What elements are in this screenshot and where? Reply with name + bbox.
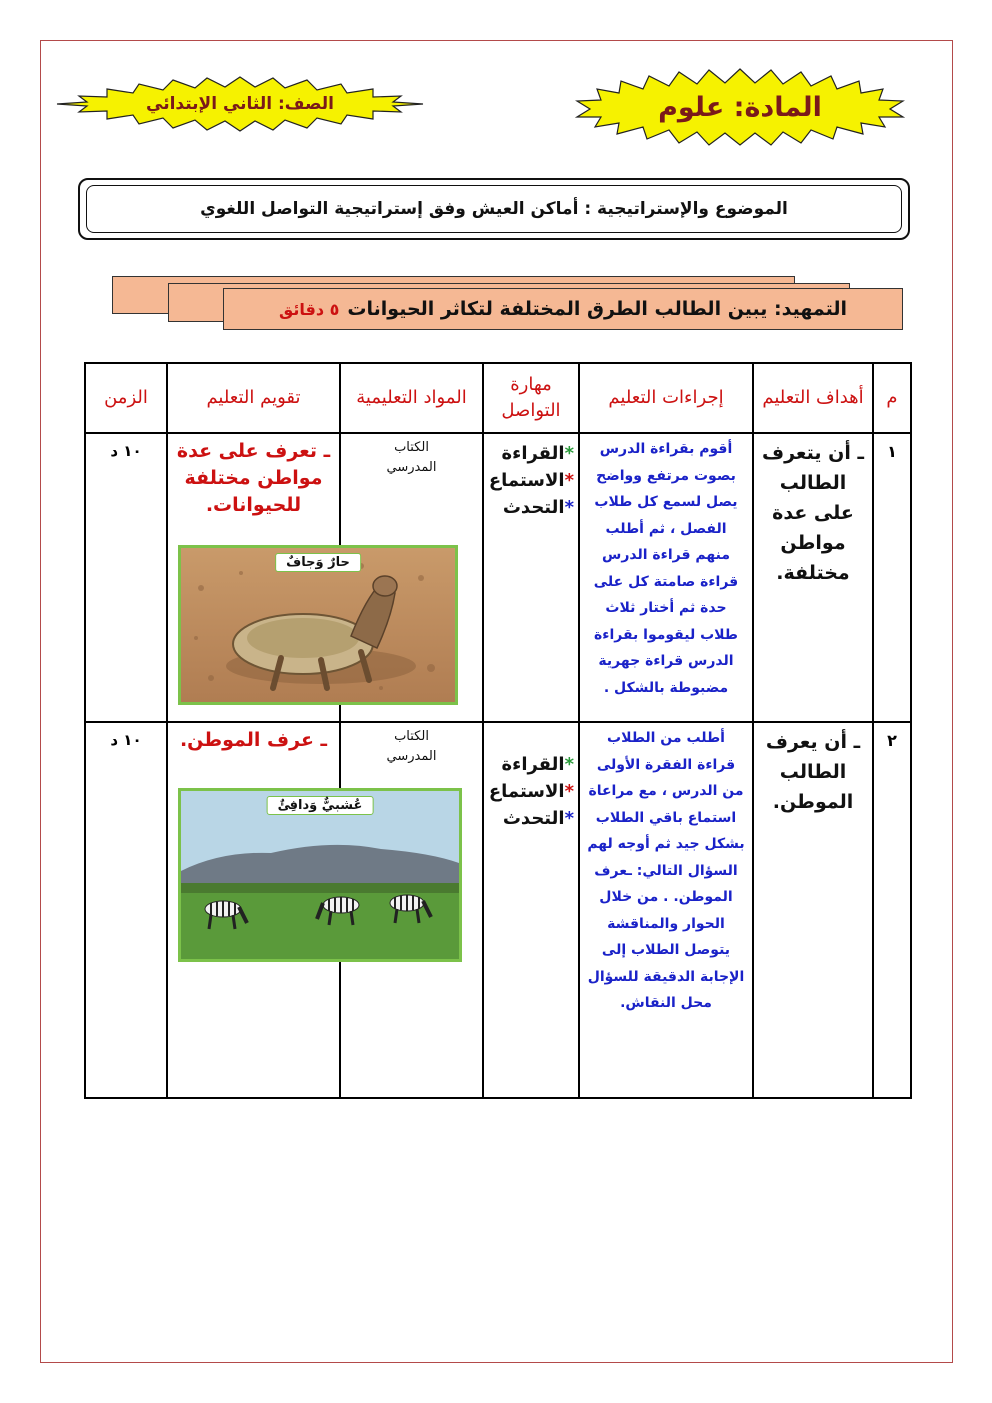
intro-banner <box>223 288 903 330</box>
grassland-image-label: عُشبيٌّ وَدافِئٌ <box>267 796 374 815</box>
row-goal: ـ أن يتعرف الطالب على عدة مواطن مختلفة. <box>753 433 873 722</box>
header-materials: المواد التعليمية <box>340 363 483 433</box>
row-goal: ـ أن يعرف الطالب الموطن. <box>753 722 873 1098</box>
desert-habitat-image <box>178 545 458 705</box>
skill-item: *الاستماع <box>488 781 574 802</box>
row-material: الكتاب المدرسي <box>340 433 483 722</box>
skill-item: *الاستماع <box>488 470 574 491</box>
header-procedures: إجراءات التعليم <box>579 363 753 433</box>
row-procedure: أطلب من الطلاب قراءة الفقرة الأولى من الدرس ، مع مراعاة استماع باقي الطلاب بشكل جيد ثم أوجه لهم السؤال التالي: ـعرف الموطن. . من خلال الحوار والمناقشة يتوصل الطلاب إلى الإجابة الدقيقة للسؤال محل النقاش. <box>579 722 753 1098</box>
lesson-table <box>84 362 912 1099</box>
row-skills <box>483 722 579 1098</box>
grade-label: الصف: الثاني الإبتدائي <box>146 94 334 114</box>
header-skill: مهارة التواصل <box>483 363 579 433</box>
topic-text: الموضوع والإستراتيجية : أماكن العيش وفق إستراتيجية التواصل اللغوي <box>86 185 902 233</box>
desert-image-label: حارٌ وَجافٌ <box>275 553 361 572</box>
row-evaluation: ـ عرف الموطن. <box>167 722 340 1098</box>
row-evaluation: ـ تعرف على عدة مواطن مختلفة للحيوانات. <box>167 433 340 722</box>
row-num: ٢ <box>873 722 911 1098</box>
intro-text: التمهيد: يبين الطالب الطرق المختلفة لتكاثر الحيوانات <box>347 298 848 320</box>
subject-label: المادة: علوم <box>658 91 822 123</box>
grade-badge <box>55 75 425 133</box>
skill-item: *القراءة <box>501 754 574 775</box>
header-evaluation: تقويم التعليم <box>167 363 340 433</box>
row-material: الكتاب المدرسي <box>340 722 483 1098</box>
grassland-habitat-image <box>178 788 462 962</box>
zebras-grassland-icon <box>181 791 459 959</box>
row-skills <box>483 433 579 722</box>
row-procedure: أقوم بقراءة الدرس بصوت مرتفع وواضح يصل لسمع كل طلاب الفصل ، ثم أطلب منهم قراءة الدرس قراءة صامتة كل على حدة ثم أختار ثلاث طلاب ليقوموا بقراءة الدرس قراءة جهرية مضبوطة بالشكل . <box>579 433 753 722</box>
header-num: م <box>873 363 911 433</box>
intro-time: ٥ دقائق <box>278 299 340 319</box>
skill-item: *التحدث <box>502 497 574 518</box>
table-header-row <box>85 363 911 433</box>
header-goals: أهداف التعليم <box>753 363 873 433</box>
row-num: ١ <box>873 433 911 722</box>
skill-item: *التحدث <box>502 808 574 829</box>
topic-box <box>78 178 910 240</box>
skill-item: *القراءة <box>501 443 574 464</box>
row-time: ١٠ د <box>85 433 167 722</box>
row-time: ١٠ د <box>85 722 167 1098</box>
header-time: الزمن <box>85 363 167 433</box>
subject-badge <box>575 67 905 147</box>
